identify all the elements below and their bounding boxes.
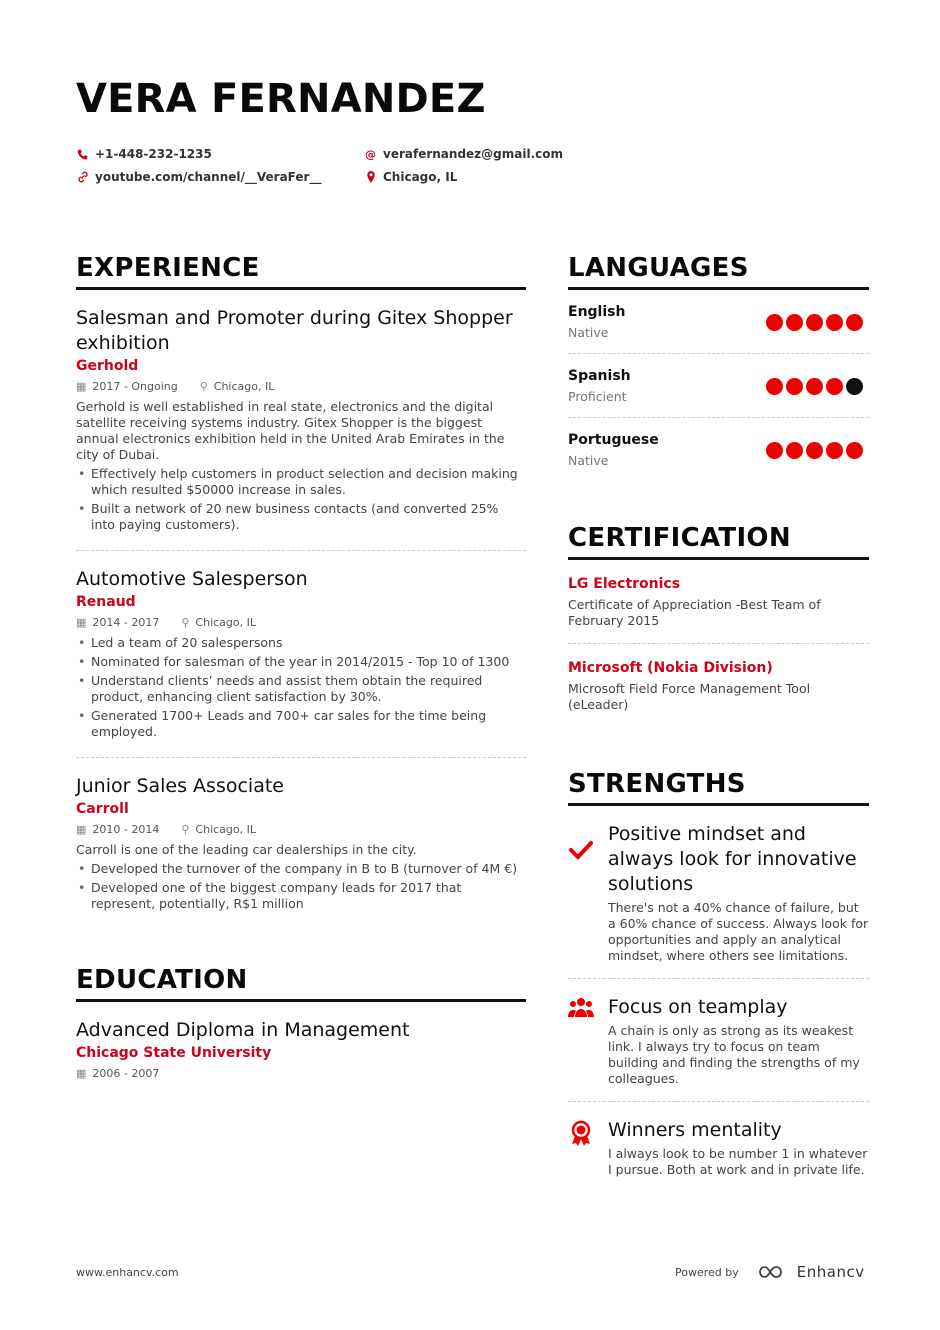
left-column	[76, 253, 526, 1080]
strengths-heading: STRENGTHS	[568, 769, 869, 806]
contact-location	[364, 170, 457, 184]
job-dates: 2017 - Ongoing	[92, 380, 178, 393]
phone-icon	[76, 148, 89, 161]
location-pin-icon: ⚲	[181, 616, 190, 629]
location-pin-icon: ⚲	[199, 380, 208, 393]
certification-title: LG Electronics	[568, 576, 681, 592]
proficiency-dots	[766, 442, 863, 459]
job-location: Chicago, IL	[213, 380, 275, 393]
location-pin-icon	[364, 171, 377, 184]
education-meta	[76, 1067, 526, 1080]
job-meta	[76, 380, 526, 393]
job-title: Automotive Salesperson	[76, 568, 308, 590]
calendar-icon: ▦	[76, 380, 87, 393]
dot-filled	[846, 314, 863, 331]
calendar-icon: ▦	[76, 823, 87, 836]
school-name: Chicago State University	[76, 1045, 272, 1061]
job-company: Renaud	[76, 594, 136, 610]
dot-filled	[766, 378, 783, 395]
strength-item	[568, 806, 869, 979]
job-title: Salesman and Promoter during Gitex Shopper exhibition	[76, 307, 513, 354]
job-title: Junior Sales Associate	[76, 775, 284, 797]
bullet-item: • Led a team of 20 salespersons	[76, 635, 526, 651]
degree-title: Advanced Diploma in Management	[76, 1019, 410, 1041]
job-meta	[76, 823, 526, 836]
enhancv-logo[interactable]	[757, 1263, 865, 1281]
strength-title: Focus on teamplay	[608, 996, 788, 1018]
bullet-item: • Developed the turnover of the company in B to B (turnover of 4M €)	[76, 861, 526, 877]
strength-item	[568, 979, 869, 1102]
right-column	[568, 253, 869, 1192]
language-item	[568, 290, 869, 354]
dot-filled	[786, 442, 803, 459]
contact-email[interactable]	[364, 147, 563, 161]
language-level: Proficient	[568, 389, 627, 404]
dot-filled	[786, 314, 803, 331]
job-bullets	[76, 861, 526, 912]
job-entry	[76, 290, 526, 551]
team-icon	[568, 995, 594, 1087]
languages-heading: LANGUAGES	[568, 253, 869, 290]
job-entry	[76, 758, 526, 929]
education-entry	[76, 1002, 526, 1080]
bullet-item: • Generated 1700+ Leads and 700+ car sales for the time being employed.	[76, 708, 526, 740]
job-description: Gerhold is well established in real state, electronics and the digital satellite receiving systems industry. Gitex Shopper is the biggest annual electronics exhibition held in the United Arab Emirates in the city of Dubai.	[76, 399, 505, 462]
location-pin-icon: ⚲	[181, 823, 190, 836]
strength-desc: A chain is only as strong as its weakest link. I always try to focus on team building and finding the strengths of my colleagues.	[608, 1023, 860, 1086]
proficiency-dots	[766, 314, 863, 331]
email-text: verafernandez@gmail.com	[383, 147, 563, 161]
language-item	[568, 418, 869, 481]
strength-title: Positive mindset and always look for innovative solutions	[608, 823, 857, 895]
checkmark-icon	[568, 822, 594, 964]
bullet-item: • Built a network of 20 new business contacts (and converted 25% into paying customers).	[76, 501, 526, 533]
calendar-icon: ▦	[76, 616, 87, 629]
job-meta	[76, 616, 526, 629]
certification-item	[568, 560, 869, 644]
calendar-icon: ▦	[76, 1067, 87, 1080]
certification-heading: CERTIFICATION	[568, 523, 869, 560]
dot-filled	[786, 378, 803, 395]
certification-desc: Microsoft Field Force Management Tool (eLeader)	[568, 681, 811, 712]
job-location: Chicago, IL	[195, 823, 256, 836]
infinity-icon	[757, 1264, 789, 1280]
strength-item	[568, 1102, 869, 1192]
footer-site-link[interactable]: www.enhancv.com	[76, 1266, 179, 1279]
language-level: Native	[568, 453, 609, 468]
language-name: English	[568, 304, 626, 320]
education-heading: EDUCATION	[76, 965, 526, 1002]
job-company: Carroll	[76, 801, 129, 817]
job-description: Carroll is one of the leading car dealerships in the city.	[76, 842, 417, 857]
medal-icon	[568, 1118, 594, 1178]
dot-empty	[846, 378, 863, 395]
powered-by-text: Powered by	[675, 1265, 739, 1279]
dot-filled	[766, 314, 783, 331]
job-dates: 2010 - 2014	[92, 823, 160, 836]
job-bullets	[76, 635, 526, 740]
proficiency-dots	[766, 378, 863, 395]
dot-filled	[826, 442, 843, 459]
job-location: Chicago, IL	[195, 616, 256, 629]
dot-filled	[806, 442, 823, 459]
language-item	[568, 354, 869, 418]
link-icon	[76, 171, 89, 184]
location-text: Chicago, IL	[383, 170, 458, 184]
certification-title: Microsoft (Nokia Division)	[568, 660, 773, 676]
job-bullets	[76, 466, 526, 533]
resume-name: VERA FERNANDEZ	[76, 76, 486, 122]
contact-link[interactable]	[76, 170, 321, 184]
language-name: Portuguese	[568, 432, 659, 448]
job-company: Gerhold	[76, 358, 139, 374]
link-text: youtube.com/channel/__VeraFer__	[95, 170, 322, 184]
brand-text: Enhancv	[796, 1263, 865, 1281]
strength-desc: There's not a 40% chance of failure, but a 60% chance of success. Always look for opportunities and apply an analytical mindset, where others see limitations.	[608, 900, 869, 963]
dot-filled	[826, 314, 843, 331]
languages-list	[568, 290, 869, 481]
dot-filled	[806, 314, 823, 331]
language-name: Spanish	[568, 368, 631, 384]
phone-text: +1-448-232-1235	[95, 147, 212, 161]
education-dates: 2006 - 2007	[92, 1067, 160, 1080]
strength-desc: I always look to be number 1 in whatever I pursue. Both at work and in private life.	[608, 1146, 868, 1177]
certification-desc: Certificate of Appreciation -Best Team of February 2015	[568, 597, 821, 628]
bullet-item: • Understand clients’ needs and assist them obtain the required product, enhancing client satisfaction by 30%.	[76, 673, 526, 705]
language-level: Native	[568, 325, 609, 340]
dot-filled	[826, 378, 843, 395]
dot-filled	[806, 378, 823, 395]
bullet-item: • Nominated for salesman of the year in 2014/2015 - Top 10 of 1300	[76, 654, 526, 670]
bullet-item: • Effectively help customers in product selection and decision making which resulted $50000 increase in sales.	[76, 466, 526, 498]
at-icon: @	[365, 147, 376, 161]
job-entry	[76, 551, 526, 758]
strength-title: Winners mentality	[608, 1119, 782, 1141]
experience-heading: EXPERIENCE	[76, 253, 526, 290]
footer-powered	[675, 1263, 865, 1281]
job-dates: 2014 - 2017	[92, 616, 160, 629]
contact-phone[interactable]	[76, 147, 212, 161]
bullet-item: • Developed one of the biggest company leads for 2017 that represent, potentially, R$1 million	[76, 880, 526, 912]
certification-item	[568, 644, 869, 727]
dot-filled	[766, 442, 783, 459]
dot-filled	[846, 442, 863, 459]
